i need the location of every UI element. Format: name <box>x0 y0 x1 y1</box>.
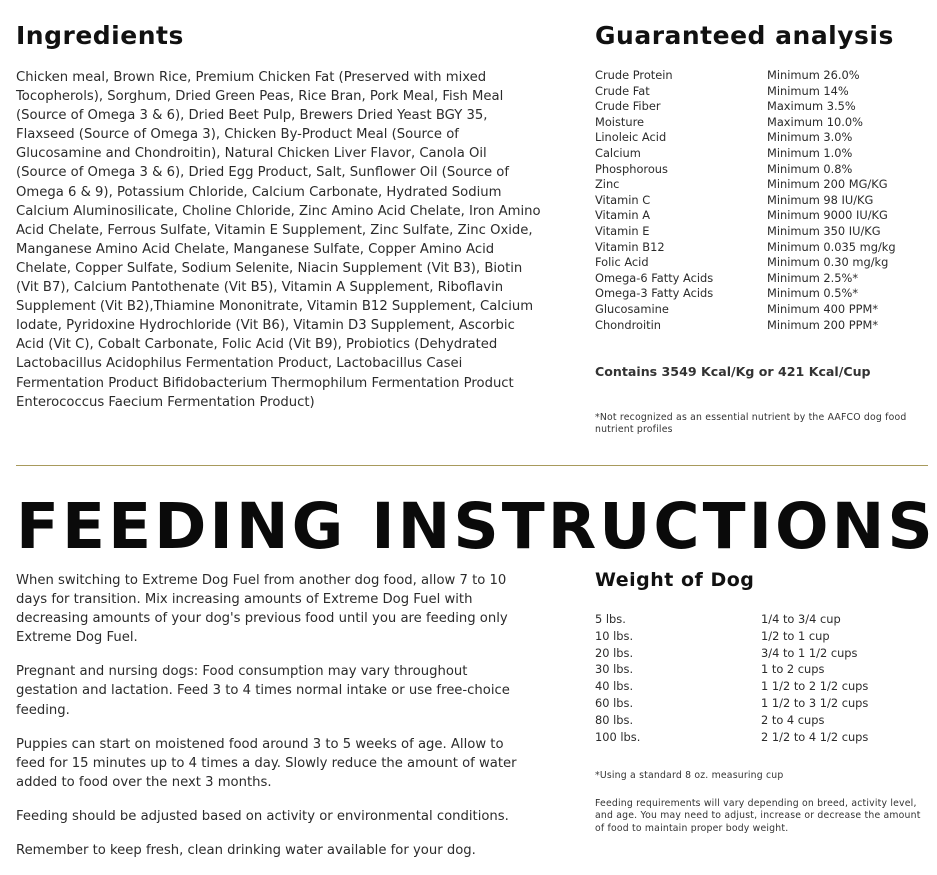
nutrient-value: Minimum 1.0% <box>767 145 853 160</box>
feeding-chart-row <box>595 645 915 662</box>
nutrient-name: Vitamin C <box>595 192 651 207</box>
nutrient-name: Crude Fiber <box>595 99 661 114</box>
calorie-content: Contains 3549 Kcal/Kg or 421 Kcal/Cup <box>595 364 871 379</box>
nutrient-value: Maximum 3.5% <box>767 99 856 114</box>
feeding-amount: 1/4 to 3/4 cup <box>761 612 841 626</box>
ingredients-list: Chicken meal, Brown Rice, Premium Chicken Fat (Preserved with mixed Tocopherols), Sorghum, Dried Green Peas, Rice Bran, Pork Meal, Fish Meal (Source of Omega 3 & 6), Dried Beet Pulp, Brewers Dried Yeast BGY 35, Flaxseed (Source of Omega 3), Chicken By-Product Meal (Source of Glucosamine and Chondroitin), Natural Chicken Liver Flavor, Canola Oil (Source of Omega 3 & 6), Dried Egg Product, Salt, Sunflower Oil (Source of Omega 6 & 9), Potassium Chloride, Calcium Carbonate, Hydrated Sodium Calcium Aluminosilicate, Choline Chloride, Zinc Amino Acid Chelate, Iron Amino Acid Chelate, Ferrous Sulfate, Vitamin E Supplement, Zinc Sulfate, Zinc Oxide, Manganese Amino Acid Chelate, Manganese Sulfate, Copper Amino Acid Chelate, Copper Sulfate, Sodium Selenite, Niacin Supplement (Vit B3), Biotin (Vit B7), Calcium Pantothenate (Vit B5), Vitamin A Supplement, Riboflavin Supplement (Vit B2),Thiamine Mononitrate, Vitamin B12 Supplement, Calcium Iodate, Pyridoxine Hydrochloride (Vit B6), Vitamin D3 Supplement, Ascorbic Acid (Vit C), Cobalt Carbonate, Folic Acid (Vit B9), Probiotics (Dehydrated Lactobacillus Acidophilus Fermentation Product, Lactobacillus Casei Fermentation Product Bifidobacterium Thermophilum Fermentation Product Enterococcus Faecium Fermentation Product) <box>16 70 541 410</box>
analysis-row <box>595 286 915 302</box>
nutrient-value: Minimum 3.0% <box>767 130 853 145</box>
feeding-paragraph: Feeding should be adjusted based on activity or environmental conditions. <box>16 808 509 824</box>
analysis-row <box>595 224 915 240</box>
nutrient-name: Calcium <box>595 145 641 160</box>
nutrient-name: Omega-6 Fatty Acids <box>595 270 714 285</box>
feeding-amount: 1 to 2 cups <box>761 662 825 677</box>
nutrient-value: Minimum 350 IU/KG <box>767 223 881 238</box>
nutrient-name: Chondroitin <box>595 317 662 332</box>
analysis-row <box>595 255 915 271</box>
nutrient-name: Crude Fat <box>595 83 650 98</box>
nutrient-name: Moisture <box>595 114 645 129</box>
analysis-row <box>595 68 915 84</box>
analysis-row <box>595 146 915 162</box>
feeding-instructions-text <box>16 571 526 875</box>
feeding-paragraph: When switching to Extreme Dog Fuel from another dog food, allow 7 to 10 days for transition. Mix increasing amounts of Extreme Dog Fuel with decreasing amounts of your dog's previous food until you are feeding only Extreme Dog Fuel. <box>16 573 508 646</box>
analysis-row <box>595 115 915 131</box>
analysis-row <box>595 130 915 146</box>
analysis-row <box>595 208 915 224</box>
section-divider <box>16 465 928 466</box>
feeding-chart-table <box>595 611 915 745</box>
analysis-row <box>595 99 915 115</box>
feeding-amount: 3/4 to 1 1/2 cups <box>761 645 858 660</box>
feeding-chart-row <box>595 729 915 746</box>
nutrient-name: Folic Acid <box>595 255 649 270</box>
nutrient-value: Minimum 26.0% <box>767 68 860 82</box>
nutrient-name: Crude Protein <box>595 68 673 82</box>
analysis-row <box>595 162 915 178</box>
nutrient-name: Glucosamine <box>595 301 669 316</box>
feeding-amount: 1 1/2 to 3 1/2 cups <box>761 695 869 710</box>
nutrient-value: Minimum 14% <box>767 83 849 98</box>
dog-weight: 40 lbs. <box>595 679 634 694</box>
dog-weight: 30 lbs. <box>595 662 634 677</box>
nutrient-value: Minimum 98 IU/KG <box>767 192 874 207</box>
nutrient-value: Minimum 200 PPM* <box>767 317 879 332</box>
feeding-chart-row <box>595 611 915 628</box>
feeding-amount: 2 1/2 to 4 1/2 cups <box>761 729 869 744</box>
nutrient-name: Vitamin E <box>595 223 650 238</box>
feeding-chart-row <box>595 695 915 712</box>
nutrient-value: Minimum 9000 IU/KG <box>767 208 888 223</box>
analysis-row <box>595 318 915 334</box>
nutrient-value: Minimum 0.8% <box>767 161 853 176</box>
guaranteed-analysis-table <box>595 68 915 333</box>
dog-weight: 5 lbs. <box>595 612 626 626</box>
dog-weight: 100 lbs. <box>595 729 641 744</box>
guaranteed-analysis-title: Guaranteed analysis <box>595 21 894 50</box>
analysis-row <box>595 193 915 209</box>
analysis-row <box>595 302 915 318</box>
feeding-amount: 1/2 to 1 cup <box>761 628 830 643</box>
nutrient-name: Vitamin A <box>595 208 651 223</box>
nutrient-value: Minimum 200 MG/KG <box>767 177 888 192</box>
feeding-chart-row <box>595 661 915 678</box>
feeding-paragraph: Remember to keep fresh, clean drinking water available for your dog. <box>16 843 476 859</box>
analysis-row <box>595 240 915 256</box>
nutrient-value: Minimum 0.5%* <box>767 286 859 301</box>
nutrient-value: Minimum 0.30 mg/kg <box>767 255 889 270</box>
nutrient-value: Minimum 0.035 mg/kg <box>767 239 896 254</box>
feeding-chart-row <box>595 678 915 695</box>
nutrient-name: Vitamin B12 <box>595 239 665 254</box>
feeding-requirements-note: Feeding requirements will vary depending on breed, activity level, and age. You may need to adjust, increase or decrease the amount of food to maintain proper body weight. <box>595 798 921 834</box>
nutrient-value: Minimum 2.5%* <box>767 270 859 285</box>
analysis-row <box>595 84 915 100</box>
measuring-cup-note: *Using a standard 8 oz. measuring cup <box>595 770 784 781</box>
dog-weight: 80 lbs. <box>595 712 634 727</box>
ingredients-title: Ingredients <box>16 21 184 50</box>
weight-of-dog-title: Weight of Dog <box>595 569 755 591</box>
dog-weight: 60 lbs. <box>595 695 634 710</box>
feeding-amount: 1 1/2 to 2 1/2 cups <box>761 679 869 694</box>
feeding-paragraph: Puppies can start on moistened food around 3 to 5 weeks of age. Allow to feed for 15 minutes up to 4 times a day. Slowly reduce the amount of water added to food over the next 3 months. <box>16 736 517 790</box>
dog-weight: 20 lbs. <box>595 645 634 660</box>
dog-weight: 10 lbs. <box>595 628 634 643</box>
feeding-paragraph: Pregnant and nursing dogs: Food consumption may vary throughout gestation and lactation. Feed 3 to 4 times normal intake or use free-choice feeding. <box>16 664 510 718</box>
feeding-chart-row <box>595 628 915 645</box>
analysis-row <box>595 177 915 193</box>
analysis-row <box>595 271 915 287</box>
feeding-chart-row <box>595 712 915 729</box>
nutrient-name: Omega-3 Fatty Acids <box>595 286 714 301</box>
nutrient-value: Maximum 10.0% <box>767 114 863 129</box>
nutrient-name: Phosphorous <box>595 161 668 176</box>
nutrient-name: Linoleic Acid <box>595 130 667 145</box>
feeding-amount: 2 to 4 cups <box>761 712 825 727</box>
aafco-footnote: *Not recognized as an essential nutrient by the AAFCO dog food nutrient profiles <box>595 412 907 436</box>
feeding-instructions-title: FEEDING INSTRUCTIONS <box>16 490 936 563</box>
nutrient-name: Zinc <box>595 177 620 192</box>
nutrient-value: Minimum 400 PPM* <box>767 301 879 316</box>
